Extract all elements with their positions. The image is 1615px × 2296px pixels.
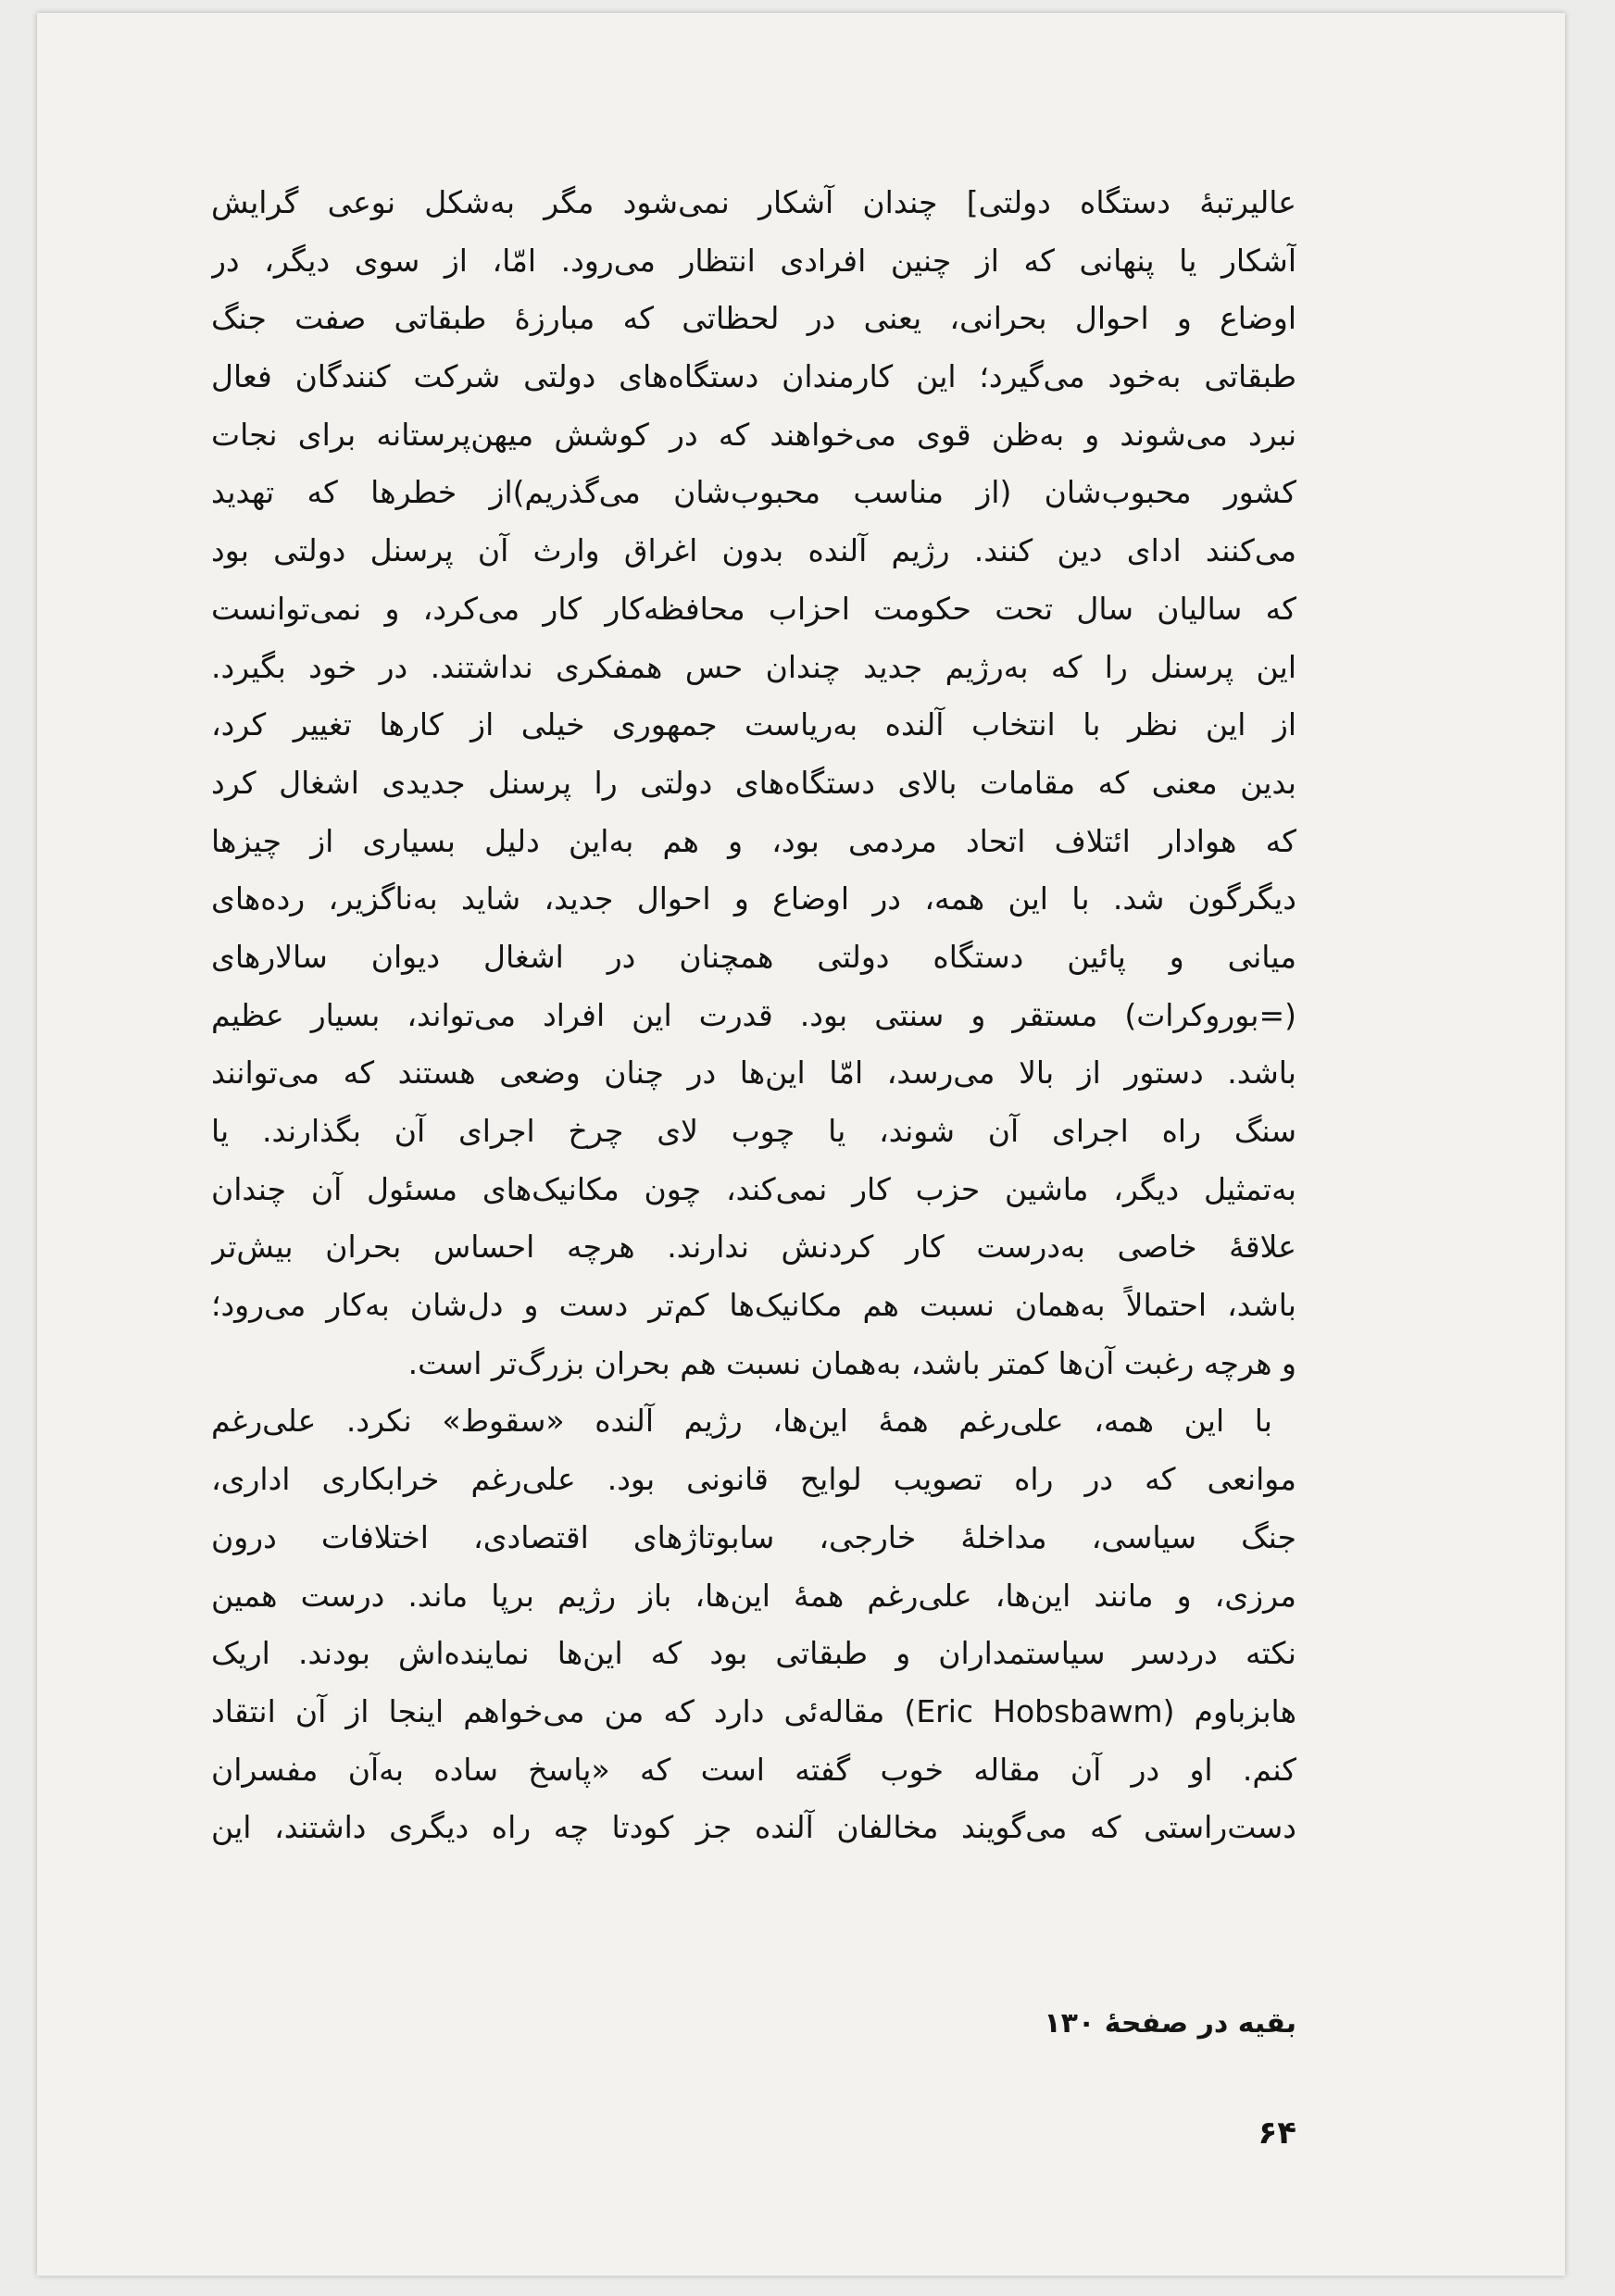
continued-note: بقیه در صفحهٔ ۱۳۰ — [1044, 2007, 1296, 2040]
text-line: باشد، احتمالاً به‌همان نسبت هم مکانیک‌ها کم‌تر دست و دل‌شان به‌کار می‌رود؛ — [211, 1287, 1296, 1324]
text-line: سنگ راه اجرای آن شوند، یا چوب لای چرخ اجرای آن بگذارند. یا — [211, 1113, 1296, 1149]
text-line: با این همه، علی‌رغم همهٔ این‌ها، رژیم آلنده «سقوط» نکرد. علی‌رغم — [211, 1403, 1272, 1440]
text-line: این پرسنل را که به‌رژیم جدید چندان حس همفکری نداشتند. در خود بگیرد. — [211, 648, 1296, 685]
text-line: اوضاع و احوال بحرانی، یعنی در لحظاتی که مبارزهٔ طبقاتی صفت جنگ — [211, 300, 1296, 337]
text-line: کنم. او در آن مقاله خوب گفته است که «پاسخ ساده به‌آن مفسران — [211, 1751, 1296, 1788]
text-line: موانعی که در راه تصویب لوایح قانونی بود. علی‌رغم خرابکاری اداری، — [211, 1461, 1296, 1498]
text-line: آشکار یا پنهانی که از چنین افرادی انتظار می‌رود. امّا، از سوی دیگر، در — [211, 242, 1296, 279]
text-line: دست‌راستی که می‌گویند مخالفان آلنده جز کودتا چه راه دیگری داشتند، این — [211, 1809, 1296, 1846]
text-line: (=بوروکرات) مستقر و سنتی بود. قدرت این افراد می‌تواند، بسیار عظیم — [211, 996, 1296, 1033]
text-line: بدین معنی که مقامات بالای دستگاه‌های دولتی را پرسنل جدیدی اشغال کرد — [211, 764, 1296, 801]
text-line: که هوادار ائتلاف اتحاد مردمی بود، و هم به‌این دلیل بسیاری از چیزها — [211, 822, 1296, 859]
text-line: جنگ سیاسی، مداخلهٔ خارجی، سابوتاژهای اقتصادی، اختلافات درون — [211, 1518, 1296, 1555]
page-number: ۶۴ — [1258, 2115, 1296, 2152]
text-line: علاقهٔ خاصی به‌درست کار کردنش ندارند. هرچه احساس بحران بیش‌تر — [211, 1229, 1296, 1266]
text-line: می‌کنند ادای دین کنند. رژیم آلنده بدون اغراق وارث آن پرسنل دولتی بود — [211, 532, 1296, 569]
text-line: دیگرگون شد. با این همه، در اوضاع و احوال جدید، شاید به‌ناگزیر، رده‌های — [211, 880, 1296, 917]
text-line: عالیرتبهٔ دستگاه دولتی] چندان آشکار نمی‌شود مگر به‌شکل نوعی گرایش — [211, 184, 1296, 220]
text-line: نبرد می‌شوند و به‌ظن قوی می‌خواهند که در کوشش میهن‌پرستانه برای نجات — [211, 416, 1296, 453]
text-line: باشد. دستور از بالا می‌رسد، امّا این‌ها در چنان وضعی هستند که می‌توانند — [211, 1054, 1296, 1092]
text-line: میانی و پائین دستگاه دولتی همچنان در اشغال دیوان سالارهای — [211, 938, 1296, 975]
text-line: نکته دردسر سیاستمداران و طبقاتی بود که این‌ها نماینده‌اش بودند. اریک — [211, 1635, 1296, 1672]
text-line: کشور محبوب‌شان (از مناسب محبوب‌شان می‌گذریم)از خطرها که تهدید — [211, 474, 1296, 511]
text-line: مرزی، و مانند این‌ها، علی‌رغم همهٔ این‌ها، باز رژیم برپا ماند. درست همین — [211, 1577, 1296, 1614]
text-line: هابزباوم (Eric Hobsbawm) مقاله‌ئی دارد که من می‌خواهم اینجا از آن انتقاد — [211, 1692, 1296, 1729]
text-line: از این نظر با انتخاب آلنده به‌ریاست جمهوری خیلی از کارها تغییر کرد، — [211, 706, 1296, 743]
text-line: و هرچه رغبت آن‌ها کمتر باشد، به‌همان نسبت هم بحران بزرگ‌تر است. — [407, 1344, 1296, 1381]
body-text — [211, 174, 1296, 1857]
text-line: به‌تمثیل دیگر، ماشین حزب کار نمی‌کند، چون مکانیک‌های مسئول آن چندان — [211, 1170, 1296, 1207]
text-line: طبقاتی به‌خود می‌گیرد؛ این کارمندان دستگاه‌های دولتی شرکت کنندگان فعال — [211, 358, 1296, 395]
text-line: که سالیان سال تحت حکومت احزاب محافظه‌کار کار می‌کرد، و نمی‌توانست — [211, 590, 1296, 627]
